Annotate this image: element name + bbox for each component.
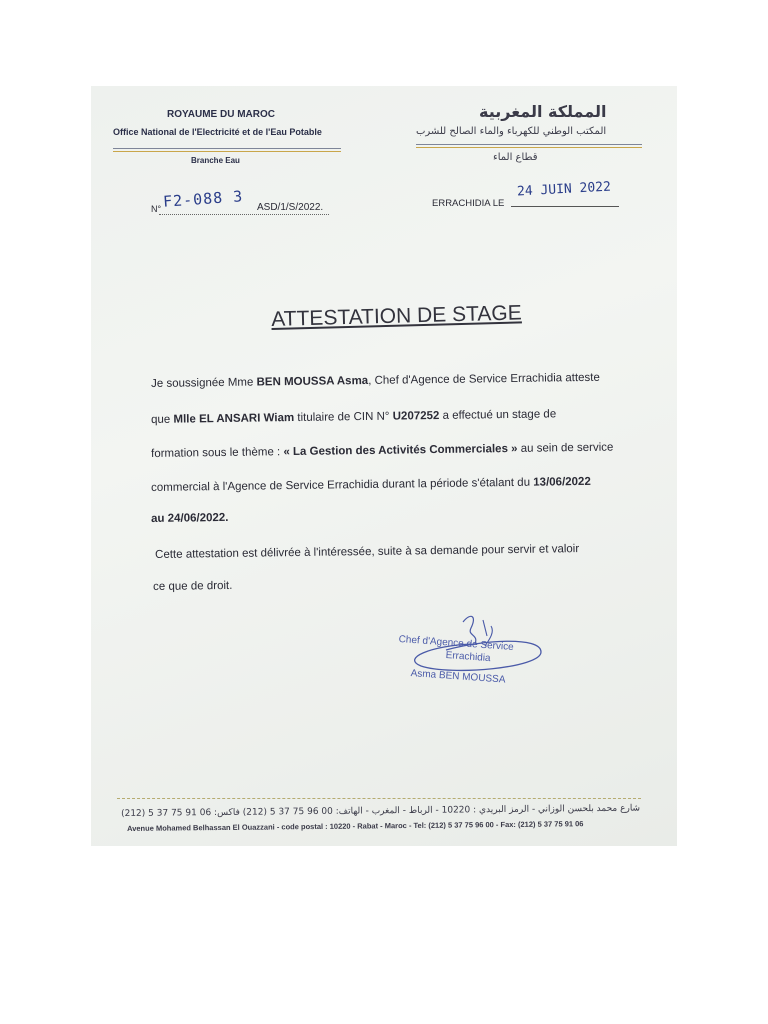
intern-name: Mlle EL ANSARI Wiam [173, 412, 295, 426]
dateline-underline [511, 206, 619, 207]
body-line-5 [151, 505, 637, 527]
body-line-4: commercial à l'Agence de Service Errachidia durant la période s'étalant du 13/06/2022 [151, 475, 591, 494]
body-line-1: Je soussignée Mme BEN MOUSSA Asma, Chef d'Agence de Service Errachidia atteste [151, 371, 600, 390]
end-date: au 24/06/2022. [151, 511, 229, 525]
header-divider-right [416, 144, 642, 145]
dateline-place: ERRACHIDIA LE [432, 198, 505, 209]
body-line-7: ce que de droit. [153, 579, 233, 593]
body-line-2: que Mlle EL ANSARI Wiam titulaire de CIN N° U207252 a effectué un stage de [151, 408, 557, 426]
header-kingdom-ar: المملكة المغربية [479, 102, 607, 121]
header-divider-left-gold [113, 151, 341, 152]
document-title: ATTESTATION DE STAGE [271, 301, 522, 331]
header-branch-fr: Branche Eau [191, 156, 240, 165]
header-divider-left [113, 148, 341, 149]
start-date: 13/06/2022 [533, 475, 591, 489]
header-office-ar: المكتب الوطني للكهرباء والماء الصالح للشرب [416, 126, 607, 137]
header-divider-right-gold [416, 147, 642, 148]
header-kingdom-fr: ROYAUME DU MAROC [167, 109, 275, 120]
header-office-fr: Office National de l'Electricité et de l'Eau Potable [113, 127, 322, 137]
header-branch-ar: قطاع الماء [493, 152, 538, 163]
internship-theme: « La Gestion des Activités Commerciales » [283, 442, 518, 459]
footer-address-fr: Avenue Mohamed Belhassan El Ouazzani - code postal : 10220 - Rabat - Maroc - Tel: (212) 5 37 75 96 00 - Fax: (212) 5 37 75 91 06 [127, 819, 584, 833]
signature-name: Asma BEN MOUSSA [410, 668, 506, 686]
signature-location: Errachidia [445, 650, 491, 665]
body-line-6: Cette attestation est délivrée à l'intéressée, suite à sa demande pour servir et valoir [155, 543, 580, 561]
reference-prefix: N° [151, 204, 162, 214]
footer-divider [117, 798, 641, 799]
reference-suffix: ASD/1/S/2022. [257, 202, 324, 213]
reference-underline [159, 214, 329, 215]
footer-address-ar: شارع محمد بلحسن الوزاني - الرمز البريدي : 10220 - الرباط - المغرب - الهاتف: 00 96 75 37 5 (212) فاكس: 06 91 75 37 5 (212) [121, 803, 641, 819]
signature-title: Chef d'Agence de Service [398, 634, 515, 654]
cin-number: U207252 [392, 409, 440, 423]
dateline-date-stamp: 24 JUIN 2022 [516, 179, 612, 200]
reference-number-stamp: F2-088 3 [162, 187, 244, 211]
signer-name: BEN MOUSSA Asma [256, 374, 369, 389]
document-page [91, 86, 677, 846]
body-line-3: formation sous le thème : « La Gestion des Activités Commerciales » au sein de service [151, 441, 614, 460]
